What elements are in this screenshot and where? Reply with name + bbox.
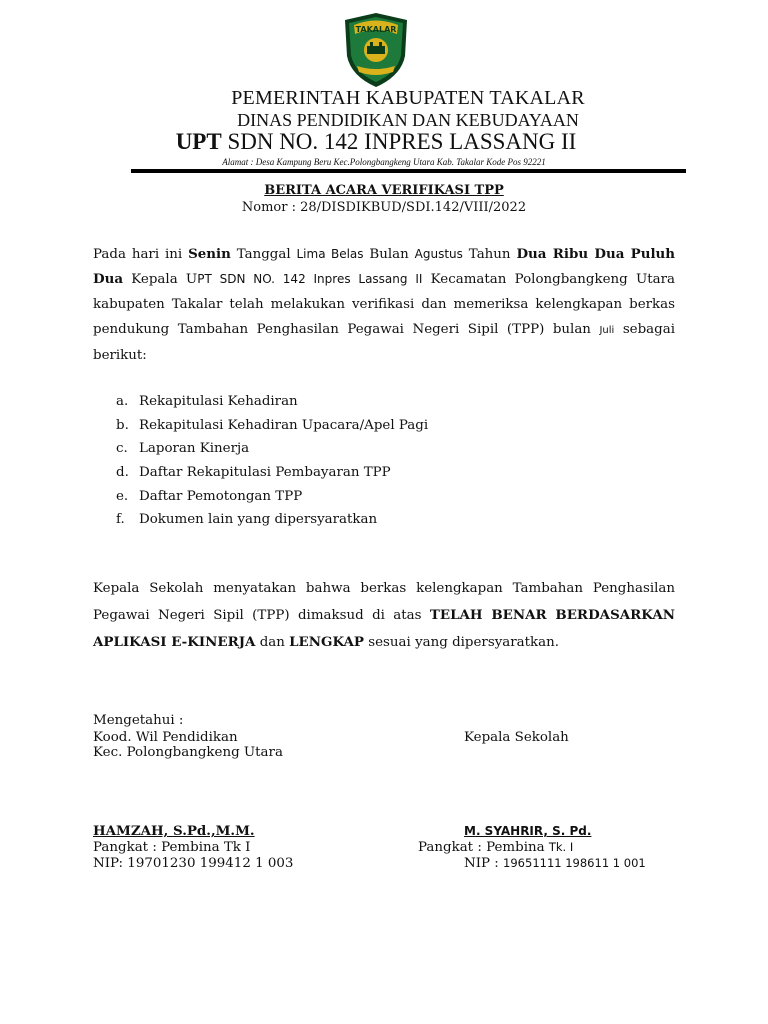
rank-label: Pangkat : Pembina [418, 840, 549, 855]
left-signatory-rank: Pangkat : Pembina Tk I [93, 840, 251, 855]
left-signatory-area: Kec. Polongbangkeng Utara [93, 745, 283, 760]
header-address: Alamat : Desa Kampung Beru Kec.Polongbangkeng Utara Kab. Takalar Kode Pos 92221 [222, 157, 546, 167]
header-school [0, 129, 752, 155]
document-checklist [93, 390, 428, 532]
right-signatory-role: Kepala Sekolah [464, 730, 569, 745]
left-signatory-nip: NIP: 19701230 199412 1 003 [93, 856, 294, 871]
para1-text: Tahun [462, 247, 517, 262]
list-letter: d. [116, 465, 129, 481]
list-text: Daftar Rekapitulasi Pembayaran TPP [139, 465, 391, 481]
list-item [93, 437, 428, 461]
list-letter: a. [116, 394, 129, 409]
para1-text: sebagai berikut: [93, 322, 676, 363]
right-signatory-rank [418, 840, 573, 855]
para2-bold: TELAH BENAR BERDASARKAN APLIKASI E-KINERJA [93, 607, 675, 650]
para1-text: Bulan [363, 247, 415, 262]
list-item [93, 390, 428, 414]
list-item [93, 414, 428, 438]
para2-bold: LENGKAP [289, 634, 364, 650]
para1-period: Juli [599, 325, 615, 336]
para1-month: Agustus [414, 247, 463, 261]
para2-text: Kepala Sekolah menyatakan bahwa berkas kelengkapan Tambahan Penghasilan Pegawai Negeri Sipil (TPP) dimaksud di atas [93, 581, 675, 623]
list-letter: c. [116, 441, 128, 457]
para1-text: Kepala U [123, 272, 198, 287]
para1-year: Dua Ribu Dua Puluh Dua [93, 246, 676, 287]
para1-date: Lima Belas [296, 247, 364, 261]
nip-value: 19651111 198611 1 001 [503, 856, 646, 870]
left-signatory-name: HAMZAH, S.Pd.,M.M. [93, 823, 255, 839]
left-signatory-role: Kood. Wil Pendidikan [93, 730, 238, 745]
list-item [93, 508, 428, 532]
para2-text: dan [255, 635, 290, 650]
header-school-upt: UPT [175, 129, 222, 154]
para1-school: PT SDN NO. 142 Inpres Lassang II [197, 272, 423, 286]
para1-text: Pada hari ini [93, 247, 189, 262]
right-signatory-name: M. SYAHRIR, S. Pd. [464, 824, 592, 838]
document-title: BERITA ACARA VERIFIKASI TPP [264, 183, 504, 198]
list-item [93, 485, 428, 509]
list-text: Dokumen lain yang dipersyaratkan [139, 512, 378, 528]
logo-text: TAKALAR [355, 25, 397, 34]
list-text: Rekapitulasi Kehadiran Upacara/Apel Pagi [139, 417, 429, 433]
opening-paragraph [93, 242, 675, 368]
list-item [93, 461, 428, 485]
takalar-regency-logo [343, 12, 409, 88]
rank-grade: Tk. I [548, 840, 574, 854]
list-text: Daftar Pemotongan TPP [139, 488, 303, 504]
right-signatory-nip [464, 856, 646, 871]
header-department: DINAS PENDIDIKAN DAN KEBUDAYAAN [237, 110, 579, 130]
para2-text: sesuai yang dipersyaratkan. [364, 635, 559, 650]
list-text: Laporan Kinerja [139, 441, 250, 457]
document-number: Nomor : 28/DISDIKBUD/SDI.142/VIII/2022 [241, 200, 527, 215]
statement-paragraph [93, 576, 675, 656]
para1-text: Tanggal [230, 247, 297, 262]
header-school-name: SDN NO. 142 INPRES LASSANG II [221, 129, 577, 154]
para1-day: Senin [188, 246, 231, 262]
para1-text: Kecamatan Polongbangkeng Utara kabupaten Takalar telah melakukan verifikasi dan memeriksa kelengkapan berkas pendukung Tambahan Penghasilan Pegawai Negeri Sipil (TPP) bulan [93, 272, 675, 337]
nip-label: NIP : [464, 856, 504, 871]
list-letter: e. [116, 488, 129, 504]
list-text: Rekapitulasi Kehadiran [139, 394, 298, 409]
acknowledged-label: Mengetahui : [93, 713, 184, 728]
list-letter: f. [116, 512, 125, 528]
letterhead-divider [131, 169, 686, 173]
header-government: PEMERINTAH KABUPATEN TAKALAR [231, 87, 585, 109]
list-letter: b. [116, 417, 129, 433]
